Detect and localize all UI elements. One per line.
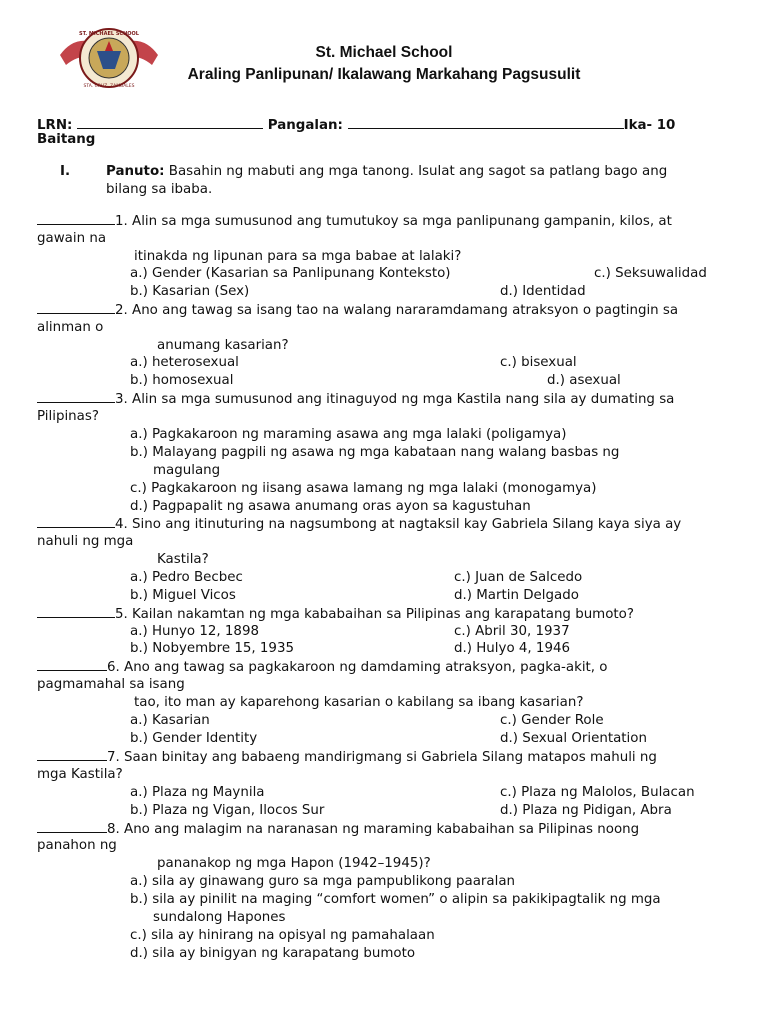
- choice-c: c.) bisexual: [500, 355, 577, 370]
- answer-blank-7[interactable]: [37, 748, 107, 761]
- question-text-cont: alinman o: [37, 320, 104, 335]
- choice-b: b.) Malayang pagpili ng asawa ng mga kabataan nang walang basbas ng: [130, 445, 620, 460]
- question-1: [37, 212, 672, 231]
- answer-blank-3[interactable]: [37, 390, 115, 403]
- choice-b-cont: magulang: [153, 463, 221, 478]
- student-info-line: [37, 116, 675, 135]
- choice-a: a.) Hunyo 12, 1898: [130, 624, 259, 639]
- answer-blank-1[interactable]: [37, 212, 115, 225]
- choice-a: a.) heterosexual: [130, 355, 239, 370]
- choice-d: d.) Martin Delgado: [454, 588, 579, 603]
- choice-a: a.) Plaza ng Maynila: [130, 785, 265, 800]
- answer-blank-8[interactable]: [37, 820, 107, 833]
- choice-c: c.) Pagkakaroon ng iisang asawa lamang ng mga lalaki (monogamya): [130, 481, 597, 496]
- choice-b: b.) Miguel Vicos: [130, 588, 236, 603]
- grade-label: Ika- 10: [623, 118, 676, 133]
- lrn-label: LRN:: [37, 118, 73, 133]
- choice-b: b.) Kasarian (Sex): [130, 284, 250, 299]
- grade-label-2: Baitang: [37, 132, 96, 147]
- choice-d: d.) Identidad: [500, 284, 586, 299]
- choice-b: b.) Nobyembre 15, 1935: [130, 641, 294, 656]
- choice-c: c.) Juan de Salcedo: [454, 570, 583, 585]
- name-field[interactable]: [348, 116, 624, 129]
- choice-a: a.) Pedro Becbec: [130, 570, 243, 585]
- instructions-label: Panuto:: [106, 164, 165, 179]
- question-text-cont: pananakop ng mga Hapon (1942–1945)?: [157, 856, 431, 871]
- choice-b: b.) Plaza ng Vigan, Ilocos Sur: [130, 803, 325, 818]
- question-text-cont: gawain na: [37, 231, 107, 246]
- choice-d: d.) asexual: [547, 373, 621, 388]
- answer-blank-6[interactable]: [37, 658, 107, 671]
- logo-text-bottom: STA. CRUZ, ZAMBALES: [83, 84, 135, 89]
- choice-a: a.) Gender (Kasarian sa Panlipunang Konteksto): [130, 266, 451, 281]
- logo-text-top: ST. MICHAEL SCHOOL: [79, 31, 139, 37]
- question-2: [37, 301, 678, 320]
- exam-title: Araling Panlipunan/ Ikalawang Markahang Pagsusulit: [187, 66, 581, 83]
- choice-d: d.) Plaza ng Pidigan, Abra: [500, 803, 672, 818]
- choice-d: d.) Pagpapalit ng asawa anumang oras ayon sa kagustuhan: [130, 499, 531, 514]
- lrn-field[interactable]: [77, 116, 263, 129]
- question-text: 2. Ano ang tawag sa isang tao na walang nararamdamang atraksyon o pagtingin sa: [115, 303, 679, 318]
- choice-d: d.) Sexual Orientation: [500, 731, 647, 746]
- choice-c: c.) Gender Role: [500, 713, 604, 728]
- choice-c: c.) sila ay hinirang na opisyal ng pamahalaan: [130, 928, 435, 943]
- question-7: [37, 748, 657, 767]
- question-text-cont: anumang kasarian?: [157, 338, 289, 353]
- question-text: 1. Alin sa mga sumusunod ang tumutukoy sa mga panlipunang gampanin, kilos, at: [115, 214, 672, 229]
- choice-b: b.) Gender Identity: [130, 731, 258, 746]
- question-5: [37, 605, 634, 624]
- choice-c: c.) Seksuwalidad: [594, 266, 707, 281]
- instructions-line-1: [106, 163, 667, 181]
- question-text-cont: nahuli ng mga: [37, 534, 134, 549]
- question-text: 4. Sino ang itinuturing na nagsumbong at nagtaksil kay Gabriela Silang kaya siya ay: [115, 517, 682, 532]
- choice-c: c.) Plaza ng Malolos, Bulacan: [500, 785, 695, 800]
- question-6: [37, 658, 608, 677]
- question-8: [37, 820, 639, 839]
- question-text-cont: Pilipinas?: [37, 409, 99, 424]
- instructions-text-1: Basahin ng mabuti ang mga tanong. Isulat ang sagot sa patlang bago ang: [168, 164, 668, 179]
- question-4: [37, 515, 681, 534]
- question-text-cont: mga Kastila?: [37, 767, 123, 782]
- question-text: 6. Ano ang tawag sa pagkakaroon ng damdaming atraksyon, pagka-akit, o: [107, 660, 608, 675]
- instructions-text-2: bilang sa ibaba.: [106, 182, 213, 197]
- question-text: 7. Saan binitay ang babaeng mandirigmang si Gabriela Silang matapos mahuli ng: [107, 750, 657, 765]
- question-3: [37, 390, 674, 409]
- section-number: I.: [60, 164, 71, 179]
- choice-b-cont: sundalong Hapones: [153, 910, 286, 925]
- choice-a: a.) Pagkakaroon ng maraming asawa ang mga lalaki (poligamya): [130, 427, 567, 442]
- question-text: 5. Kailan nakamtan ng mga kababaihan sa Pilipinas ang karapatang bumoto?: [115, 607, 634, 622]
- choice-b: b.) sila ay pinilit na maging “comfort women” o alipin sa pakikipagtalik ng mga: [130, 892, 661, 907]
- school-name: St. Michael School: [315, 44, 453, 61]
- name-label: Pangalan:: [267, 118, 343, 133]
- choice-d: d.) sila ay binigyan ng karapatang bumoto: [130, 946, 416, 961]
- question-text-cont: itinakda ng lipunan para sa mga babae at lalaki?: [134, 249, 462, 264]
- question-text-cont: pagmamahal sa isang: [37, 677, 185, 692]
- question-text: 3. Alin sa mga sumusunod ang itinaguyod ng mga Kastila nang sila ay dumating sa: [115, 392, 675, 407]
- answer-blank-5[interactable]: [37, 605, 115, 618]
- question-text-cont: Kastila?: [157, 552, 209, 567]
- choice-a: a.) sila ay ginawang guro sa mga pampublikong paaralan: [130, 874, 516, 889]
- answer-blank-2[interactable]: [37, 301, 115, 314]
- question-text: 8. Ano ang malagim na naranasan ng maraming kababaihan sa Pilipinas noong: [107, 822, 640, 837]
- question-text-cont: tao, ito man ay kaparehong kasarian o kabilang sa ibang kasarian?: [134, 695, 584, 710]
- answer-blank-4[interactable]: [37, 515, 115, 528]
- choice-b: b.) homosexual: [130, 373, 234, 388]
- choice-d: d.) Hulyo 4, 1946: [454, 641, 570, 656]
- choice-c: c.) Abril 30, 1937: [454, 624, 570, 639]
- question-text-cont: panahon ng: [37, 838, 117, 853]
- choice-a: a.) Kasarian: [130, 713, 210, 728]
